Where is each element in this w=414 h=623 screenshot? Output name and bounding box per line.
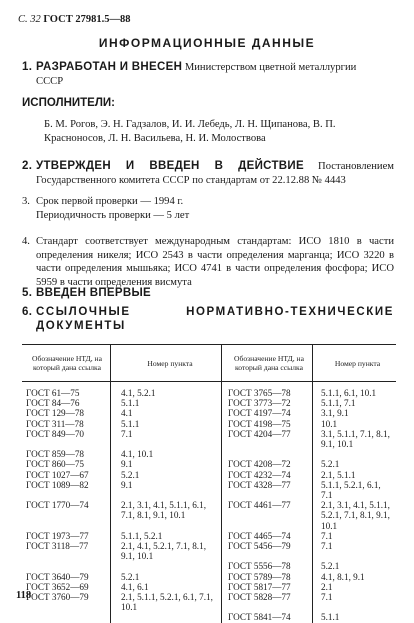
clause-number-cell: 7.1	[313, 592, 397, 612]
ntd-designation-cell: ГОСТ 311—78	[26, 418, 84, 429]
ntd-designation-cell: ГОСТ 859—78	[26, 449, 85, 460]
section-3-line1: Срок первой проверки — 1994 г.	[36, 196, 184, 207]
clause-number-cell: 7.1	[111, 429, 222, 449]
section-4-text: Стандарт соответствует международным стандартам: ИСО 1810 в части определения никеля; ИСО 2543 в части определения марганца; ИСО 3220 в части определения мышьяка; ИСО 4741 в части определения фосфора; ИСО 5959 в части определения висмута	[36, 236, 394, 288]
clause-number-cell: 5.2.1	[111, 572, 222, 582]
clause-number-cell: 7.1	[313, 541, 397, 561]
clause-number-cell: 5.1.1	[111, 398, 222, 408]
ntd-designation-cell: ГОСТ 5817—77	[222, 582, 313, 592]
section-1	[22, 61, 394, 88]
section-2-caps: УТВЕРЖДЕН И ВВЕДЕН В ДЕЙСТВИЕ	[36, 160, 304, 172]
ntd-designation-cell	[22, 561, 111, 571]
clause-number-cell: 9.1	[111, 480, 222, 500]
table-body	[22, 382, 396, 623]
table-row	[22, 382, 396, 399]
ntd-designation-cell: ГОСТ 4208—72	[222, 459, 313, 469]
clause-number-cell: 5.2.1	[313, 459, 397, 469]
clause-number-cell: 4.1, 8.1, 9.1	[313, 572, 397, 582]
clause-number-cell	[111, 612, 222, 622]
ntd-designation-cell: ГОСТ 4197—74	[222, 408, 313, 418]
clause-number-cell: 5.1.1, 6.1, 10.1	[313, 382, 397, 399]
table-row	[22, 429, 396, 449]
ntd-designation-cell: ГОСТ 4461—77	[222, 500, 313, 531]
ntd-designation-cell: ГОСТ 4204—77	[222, 429, 313, 449]
section-1-caps: РАЗРАБОТАН И ВНЕСЕН	[36, 61, 183, 73]
header-page-label: С. 32	[18, 14, 41, 25]
page-title: ИНФОРМАЦИОННЫЕ ДАННЫЕ	[98, 36, 316, 50]
table-row	[22, 592, 396, 612]
clause-number-cell: 4.1, 5.2.1	[111, 382, 222, 399]
clause-number-cell: 4.1	[111, 408, 222, 418]
table-row	[22, 531, 396, 541]
clause-number-cell: 2.1, 3.1, 4.1, 5.1.1, 5.2.1, 7.1, 8.1, 9.1, 10.1	[313, 500, 397, 531]
table-row	[22, 449, 396, 459]
ntd-designation-cell: ГОСТ 61—75	[26, 388, 80, 398]
section-1-number: 1.	[22, 61, 33, 73]
table-row	[22, 572, 396, 582]
table-header-cell: Номер пункта	[111, 345, 222, 382]
clause-number-cell	[313, 449, 397, 459]
ntd-designation-cell: ГОСТ 860—75	[26, 459, 85, 470]
section-1-text: Министерством цветной металлургии	[182, 62, 357, 73]
ntd-designation-cell: ГОСТ 4328—77	[222, 480, 313, 500]
ntd-designation-cell: ГОСТ 3760—79	[26, 592, 89, 603]
table-row	[22, 408, 396, 418]
table-header-cell: Обозначение НТД, на который дана ссылка	[222, 345, 313, 382]
ntd-designation-cell: ГОСТ 3773—72	[222, 398, 313, 408]
clause-number-cell: 5.2.1	[313, 561, 397, 571]
table-row	[22, 500, 396, 531]
section-1-line2: СССР	[36, 75, 64, 87]
ntd-designation-cell: ГОСТ 5456—79	[222, 541, 313, 561]
ntd-designation-cell: ГОСТ 5556—78	[222, 561, 313, 571]
ntd-designation-cell: ГОСТ 1973—77	[26, 530, 89, 541]
ntd-designation-cell: ГОСТ 3765—78	[222, 382, 313, 399]
ntd-designation-cell: ГОСТ 84—76	[26, 398, 80, 409]
clause-number-cell: 2.1, 5.1.1	[313, 470, 397, 480]
table-row	[22, 459, 396, 469]
clause-number-cell: 5.1.1	[313, 612, 397, 622]
section-4-number: 4.	[22, 236, 30, 247]
table-row	[22, 480, 396, 500]
ntd-designation-cell: ГОСТ 4198—75	[222, 419, 313, 429]
section-5-number: 5.	[22, 287, 33, 299]
ntd-designation-cell: ГОСТ 5828—77	[222, 592, 313, 612]
section-3-line2: Периодичность проверки — 5 лет	[36, 209, 190, 221]
table-header-cell: Обозначение НТД, на который дана ссылка	[22, 345, 111, 382]
clause-number-cell: 5.1.1, 7.1	[313, 398, 397, 408]
clause-number-cell: 5.2.1	[111, 470, 222, 480]
table-row	[22, 398, 396, 408]
ntd-designation-cell: ГОСТ 1027—67	[26, 469, 89, 480]
ntd-designation-cell	[22, 612, 111, 622]
header-gost: ГОСТ 27981.5—88	[43, 14, 131, 25]
references-table	[22, 344, 396, 623]
table-header-cell: Номер пункта	[313, 345, 397, 382]
ntd-designation-cell: ГОСТ 4232—74	[222, 470, 313, 480]
ntd-designation-cell: ГОСТ 129—78	[26, 408, 85, 419]
clause-number-cell: 7.1	[313, 531, 397, 541]
clause-number-cell	[111, 561, 222, 571]
table-row	[22, 541, 396, 561]
ntd-designation-cell: ГОСТ 3640—79	[26, 571, 89, 582]
page-number: 118	[16, 590, 32, 601]
clause-number-cell: 2.1, 4.1, 5.2.1, 7.1, 8.1, 9.1, 10.1	[111, 541, 222, 561]
section-2	[22, 160, 394, 187]
ntd-designation-cell: ГОСТ 1089—82	[26, 479, 89, 490]
ntd-designation-cell: ГОСТ 5789—78	[222, 572, 313, 582]
clause-number-cell: 3.1, 9.1	[313, 408, 397, 418]
section-2-text: Постановлением Государственного комитета СССР по стандартам от 22.12.88 № 4443	[36, 161, 394, 186]
performers-heading: ИСПОЛНИТЕЛИ:	[22, 97, 115, 109]
section-4	[22, 235, 394, 289]
table-row	[22, 419, 396, 429]
section-5-caps: ВВЕДЕН ВПЕРВЫЕ	[36, 287, 151, 299]
section-6-number: 6.	[22, 306, 33, 318]
clause-number-cell: 9.1	[111, 459, 222, 469]
ntd-designation-cell	[222, 449, 313, 459]
table-row	[22, 582, 396, 592]
table-row	[22, 561, 396, 571]
clause-number-cell: 5.1.1, 5.2.1	[111, 531, 222, 541]
ntd-designation-cell: ГОСТ 849—70	[26, 428, 85, 439]
clause-number-cell: 2.1, 3.1, 4.1, 5.1.1, 6.1, 7.1, 8.1, 9.1, 10.1	[111, 500, 222, 531]
clause-number-cell: 4.1, 6.1	[111, 582, 222, 592]
performers-names: Б. М. Рогов, Э. Н. Гадзалов, И. И. Лебедь, Л. Н. Щипанова, В. П. Красноносов, Л. Н. Васильева, Н. И. Молоствова	[44, 119, 336, 144]
clause-number-cell: 4.1, 10.1	[111, 449, 222, 459]
running-header	[18, 14, 130, 25]
section-3	[22, 195, 394, 222]
clause-number-cell: 3.1, 5.1.1, 7.1, 8.1, 9.1, 10.1	[313, 429, 397, 449]
ntd-designation-cell: ГОСТ 4465—74	[222, 531, 313, 541]
section-5	[22, 287, 394, 301]
section-6-caps: ССЫЛОЧНЫЕ НОРМАТИВНО-ТЕХНИЧЕСКИЕ ДОКУМЕНТЫ	[36, 306, 394, 332]
clause-number-cell: 10.1	[313, 419, 397, 429]
section-3-number: 3.	[22, 196, 30, 207]
ntd-designation-cell: ГОСТ 3118—77	[26, 541, 89, 552]
clause-number-cell: 5.1.1	[111, 419, 222, 429]
clause-number-cell: 2.1, 5.1.1, 5.2.1, 6.1, 7.1, 10.1	[111, 592, 222, 612]
ntd-designation-cell: ГОСТ 5841—74	[222, 612, 313, 622]
section-6	[22, 306, 394, 333]
table-row	[22, 612, 396, 622]
clause-number-cell: 5.1.1, 5.2.1, 6.1, 7.1	[313, 480, 397, 500]
ntd-designation-cell: ГОСТ 3652—69	[26, 581, 89, 592]
clause-number-cell: 2.1	[313, 582, 397, 592]
section-2-number: 2.	[22, 160, 33, 172]
ntd-designation-cell: ГОСТ 1770—74	[26, 500, 89, 511]
table-header-row	[22, 345, 396, 382]
table-row	[22, 470, 396, 480]
